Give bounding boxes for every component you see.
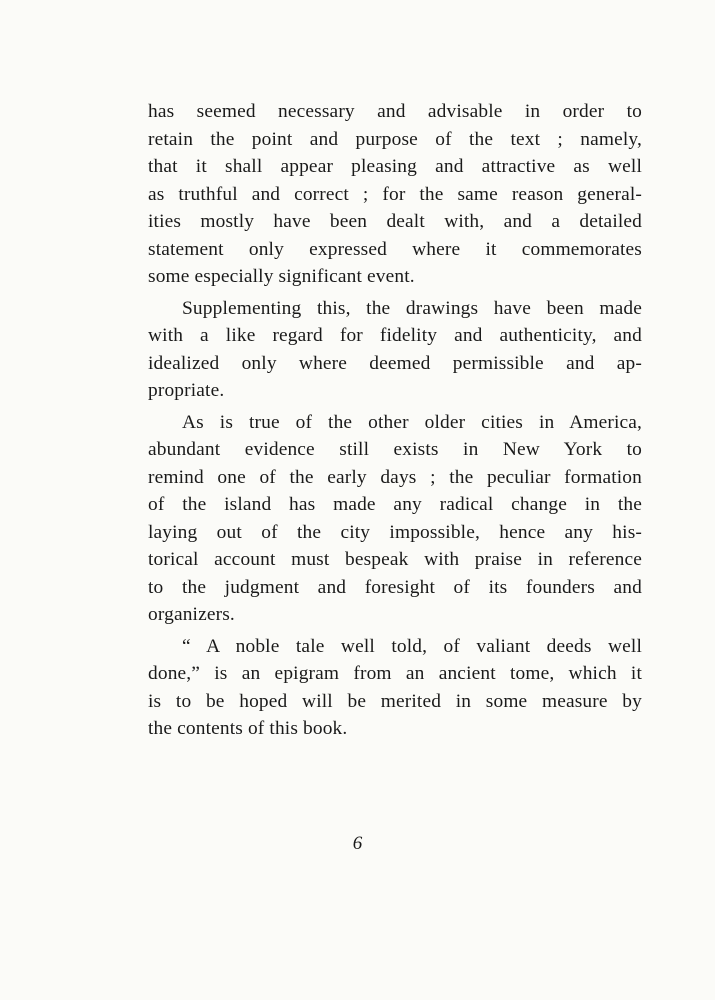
paragraph-2 — [148, 295, 642, 405]
text-line: Supplementing this, the drawings have been made — [182, 297, 642, 319]
text-line: abundant evidence still exists in New York to — [148, 439, 642, 460]
paragraph-3 — [148, 409, 642, 629]
text-line: remind one of the early days ; the peculiar formation — [148, 466, 642, 488]
text-line: the contents of this book. — [148, 718, 348, 739]
paragraph-4 — [148, 633, 642, 743]
text-line: some especially significant event. — [148, 266, 415, 287]
text-line: ities mostly have been dealt with, and a detailed — [148, 211, 642, 232]
text-line: statement only expressed where it commemorates — [148, 238, 642, 260]
text-line: to the judgment and foresight of its founders and — [148, 576, 642, 598]
text-line: laying out of the city impossible, hence any his- — [148, 521, 642, 543]
text-line: as truthful and correct ; for the same reason general- — [148, 183, 642, 205]
text-line: idealized only where deemed permissible and ap- — [148, 352, 642, 374]
body-text — [148, 98, 642, 747]
text-line: done,” is an epigram from an ancient tome, which it — [148, 663, 642, 684]
text-line: retain the point and purpose of the text ; namely, — [148, 128, 642, 150]
text-line: is to be hoped will be merited in some measure by — [148, 690, 642, 712]
text-line: torical account must bespeak with praise in reference — [148, 549, 642, 570]
text-line: that it shall appear pleasing and attractive as well — [148, 156, 642, 177]
paragraph-1 — [148, 98, 642, 291]
page-number: 6 — [352, 833, 363, 854]
text-line: with a like regard for fidelity and authenticity, and — [148, 325, 642, 346]
text-line: As is true of the other older cities in America, — [182, 411, 642, 433]
text-line: organizers. — [148, 604, 235, 625]
text-line: “ A noble tale well told, of valiant deeds well — [182, 635, 642, 657]
text-line: of the island has made any radical change in the — [148, 494, 642, 515]
text-line: has seemed necessary and advisable in order to — [148, 101, 642, 122]
text-line: propriate. — [148, 380, 225, 401]
